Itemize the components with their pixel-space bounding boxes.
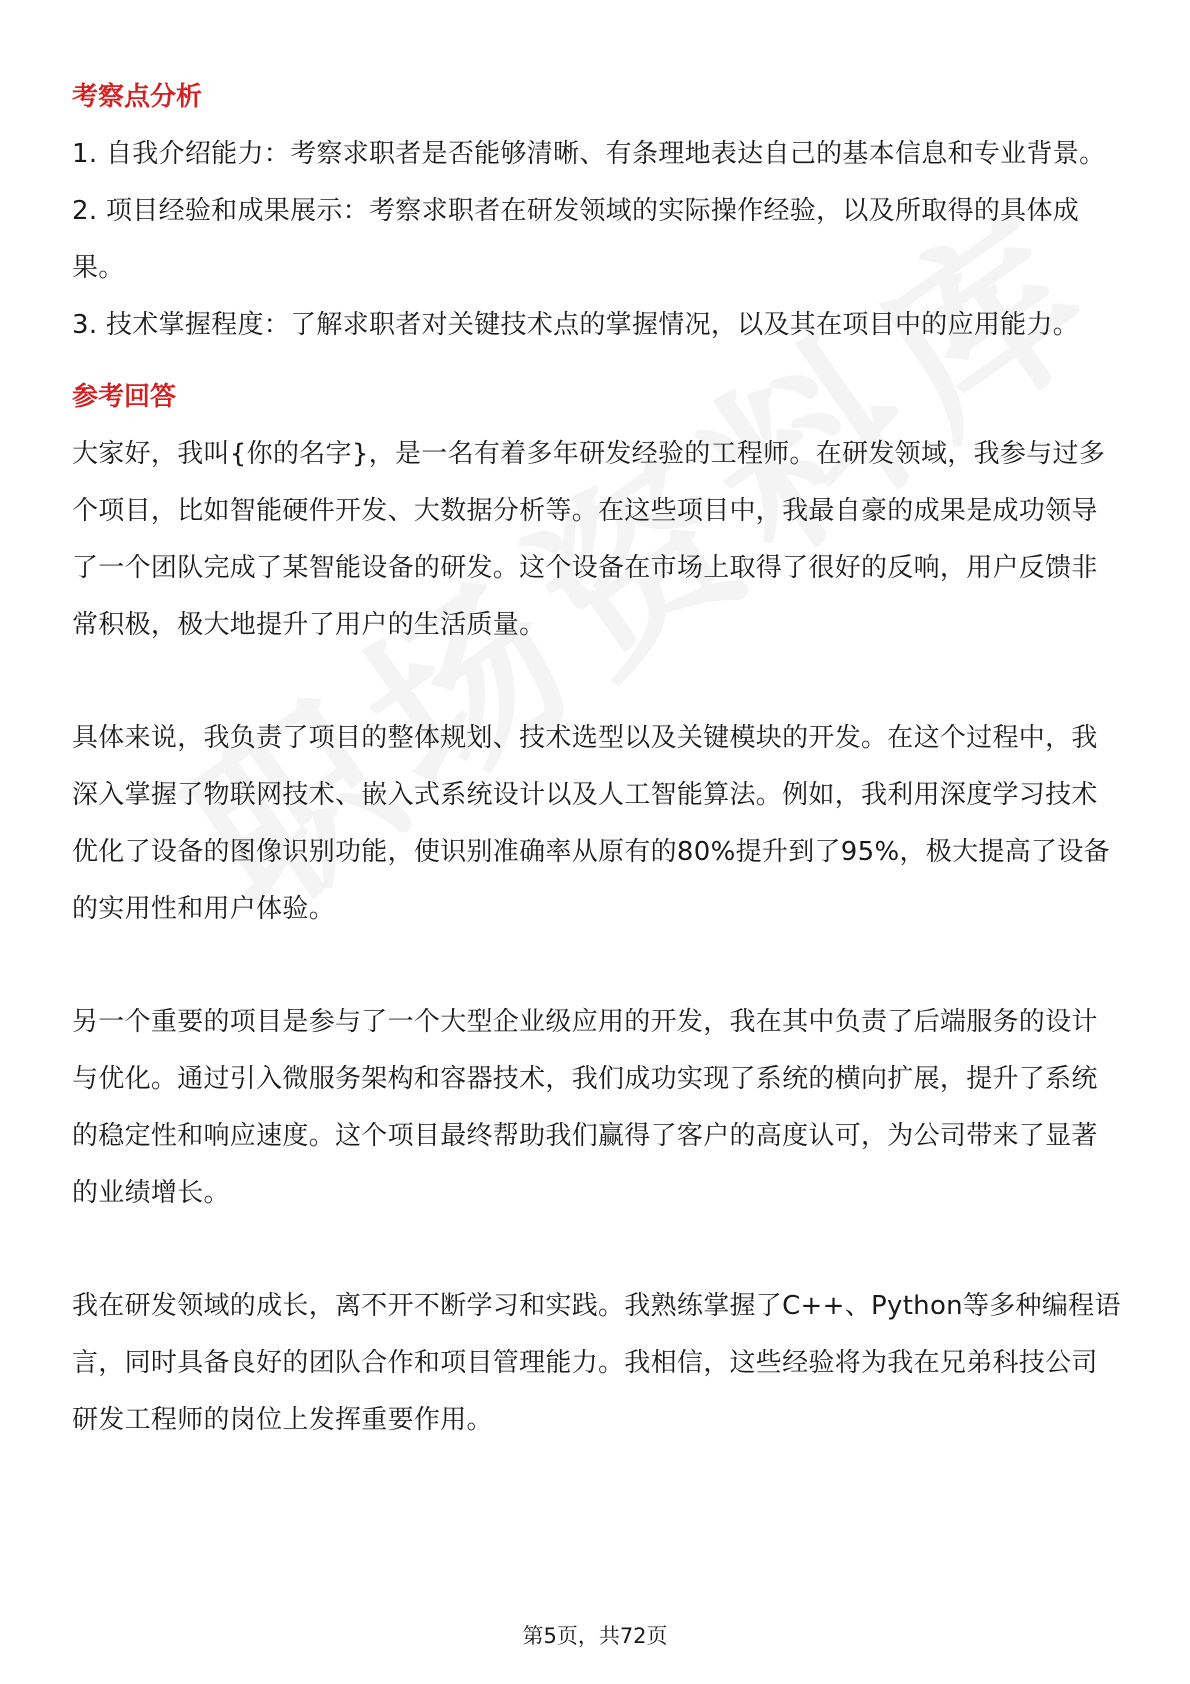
analysis-heading: 考察点分析 — [72, 82, 203, 112]
answer-paragraph: 具体来说，我负责了项目的整体规划、技术选型以及关键模块的开发。在这个过程中，我深入掌握了物联网技术、嵌入式系统设计以及人工智能算法。例如，我利用深度学习技术优化了设备的图像识别功能，使识别准确率从原有的80%提升到了95%，极大提高了设备的实用性和用户体验。 — [72, 723, 1110, 924]
answer-paragraph: 大家好，我叫{你的名字}，是一名有着多年研发经验的工程师。在研发领域，我参与过多个项目，比如智能硬件开发、大数据分析等。在这些项目中，我最自豪的成果是成功领导了一个团队完成了某智能设备的研发。这个设备在市场上取得了很好的反响，用户反馈非常积极，极大地提升了用户的生活质量。 — [72, 439, 1106, 640]
analysis-item: 3. 技术掌握程度：了解求职者对关键技术点的掌握情况，以及其在项目中的应用能力。 — [72, 310, 1080, 340]
page-content — [72, 68, 1122, 1449]
answer-heading: 参考回答 — [72, 382, 177, 412]
answer-paragraph: 我在研发领域的成长，离不开不断学习和实践。我熟练掌握了C++、Python等多种编程语言，同时具备良好的团队合作和项目管理能力。我相信，这些经验将为我在兄弟科技公司研发工程师的岗位上发挥重要作用。 — [72, 1291, 1121, 1435]
analysis-item: 1. 自我介绍能力：考察求职者是否能够清晰、有条理地表达自己的基本信息和专业背景。 — [72, 139, 1106, 169]
answer-paragraph: 另一个重要的项目是参与了一个大型企业级应用的开发，我在其中负责了后端服务的设计与优化。通过引入微服务架构和容器技术，我们成功实现了系统的横向扩展，提升了系统的稳定性和响应速度。这个项目最终帮助我们赢得了客户的高度认可，为公司带来了显著的业绩增长。 — [72, 1007, 1098, 1208]
analysis-item: 2. 项目经验和成果展示：考察求职者在研发领域的实际操作经验，以及所取得的具体成果。 — [72, 196, 1080, 283]
page-number: 第5页，共72页 — [522, 1624, 668, 1648]
